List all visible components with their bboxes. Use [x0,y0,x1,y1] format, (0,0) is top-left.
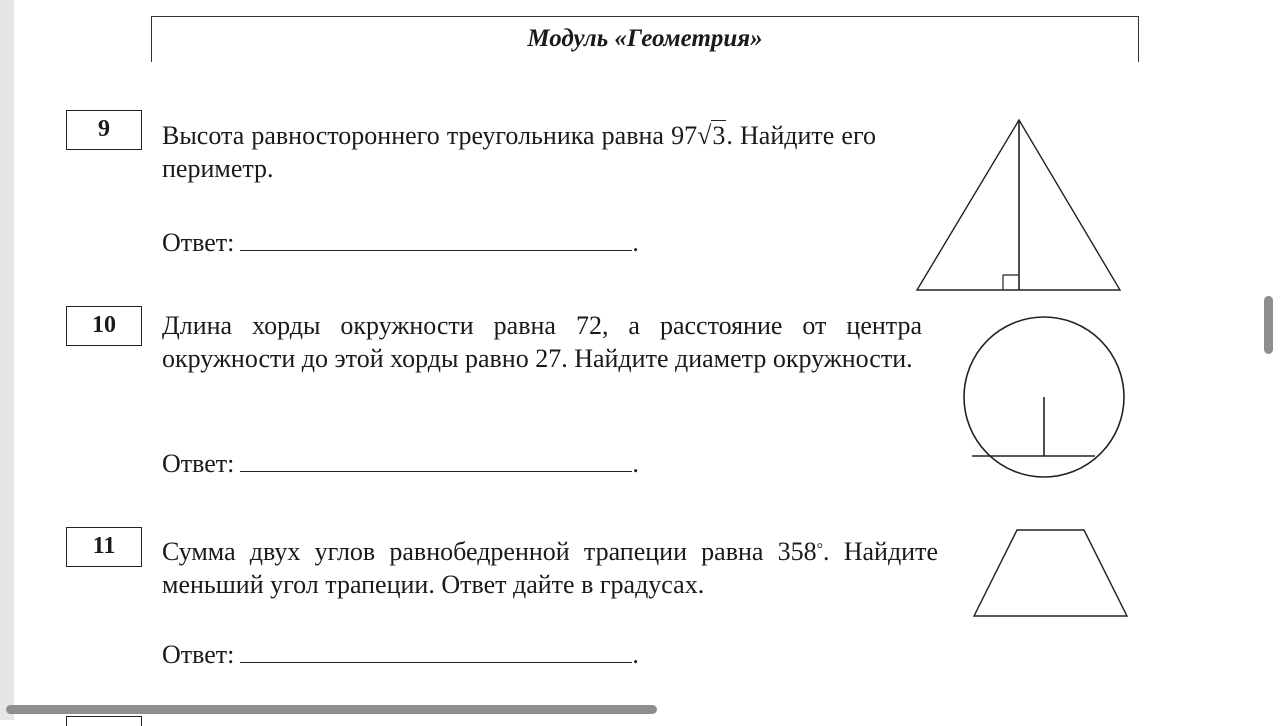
answer-field-10[interactable] [240,447,632,472]
degree-sign: ° [816,541,824,558]
answer-period: . [632,228,639,257]
answer-field-11[interactable] [240,638,632,663]
answer-field-9[interactable] [240,226,632,251]
answer-row-9 [162,226,639,259]
question-9-text-end: . Найдите его периметр. [162,121,876,183]
question-number-10: 10 [66,306,142,346]
module-header [151,16,1139,62]
question-number-9: 9 [66,110,142,150]
horizontal-scrollbar[interactable] [6,705,657,714]
square-root-symbol: √3 [697,121,726,150]
circle-chord-figure [960,314,1130,484]
question-text-9 [162,119,876,185]
answer-row-11 [162,638,639,671]
page-left-margin [0,0,14,720]
answer-period: . [632,449,639,478]
question-11-text-end: . Найдите меньший угол трапеции. Ответ дайте в градусах. [162,537,938,599]
sqrt-radicand: 3 [712,121,726,150]
question-text-11 [162,535,938,601]
vertical-scrollbar[interactable] [1264,296,1273,354]
sqrt-coefficient: 97 [671,121,698,150]
module-title: Модуль «Геометрия» [527,25,763,52]
question-number-11: 11 [66,527,142,567]
question-9-text-start: Высота равностороннего треугольника равна [162,121,664,150]
question-11-text-start: Сумма двух углов равнобедренной трапеции равна 358 [162,537,817,566]
question-text-10: Длина хорды окружности равна 72, а расстояние от центра окружности до этой хорды равно 27. Найдите диаметр окружности. [162,311,922,373]
answer-label: Ответ: [162,640,235,669]
answer-period: . [632,640,639,669]
answer-row-10 [162,447,639,480]
next-question-box [66,716,142,726]
isosceles-trapezoid-figure [970,526,1132,622]
sqrt-expression [671,121,726,150]
equilateral-triangle-figure [912,116,1127,296]
answer-label: Ответ: [162,228,235,257]
answer-label: Ответ: [162,449,235,478]
